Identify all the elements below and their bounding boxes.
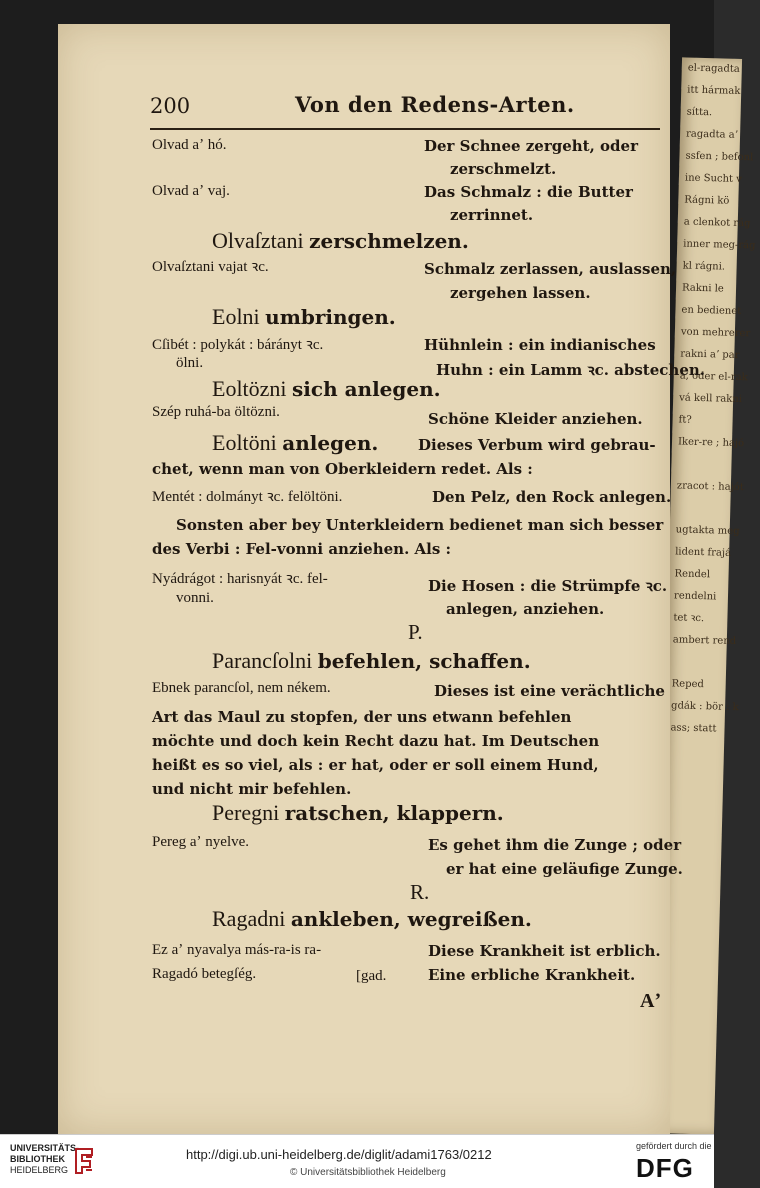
headword-hu: Ragadni <box>212 906 286 931</box>
adjacent-page-line: ass; statt <box>670 722 717 735</box>
dfg-logo: DFG <box>636 1153 694 1183</box>
headword-hu: Eoltözni <box>212 376 287 401</box>
paragraph-line: Dieses ist eine verächtliche <box>434 682 665 700</box>
adjacent-page-line: ragadta aʼ <box>685 128 739 141</box>
page-number: 200 <box>150 94 191 118</box>
headword <box>212 304 396 330</box>
permalink-url[interactable]: http://digi.ub.uni-heidelberg.de/diglit/adami1763/0212 <box>186 1147 492 1162</box>
viewer-footer <box>0 1134 714 1188</box>
running-title: Von den Redens-Arten. <box>295 92 575 117</box>
entry-de: er hat eine geläufige Zunge. <box>446 860 683 878</box>
paragraph-line: heißt es so viel, als : er hat, oder er soll einem Hund, <box>152 756 599 774</box>
library-emblem-icon <box>74 1145 94 1175</box>
headword-hu: Eolni <box>212 304 260 329</box>
entry-hu: Ragadó betegſég. <box>152 966 257 982</box>
paragraph-line: Sonsten aber bey Unterkleidern bedienet man sich besser <box>176 516 664 534</box>
adjacent-page-line: rendelni <box>673 590 717 603</box>
headword-hu: Peregni <box>212 800 280 825</box>
adjacent-page-line: itt hármak <box>687 84 741 97</box>
entry-de: Diese Krankheit ist erblich. <box>428 942 661 960</box>
adjacent-page-line: kl rágni. <box>682 260 726 273</box>
headword-hu: Olvaſztani <box>212 228 304 253</box>
adjacent-page-line: zracot : hajót <box>676 480 744 494</box>
adjacent-page-line: en bedienet <box>681 304 742 318</box>
entry-hu: ölni. <box>176 355 204 371</box>
paragraph-line: möchte und doch kein Recht dazu hat. Im Deutschen <box>152 732 600 750</box>
entry-hu: Olvaſztani vajat ꝛc. <box>152 259 269 275</box>
library-name-line: HEIDELBERG <box>10 1165 69 1175</box>
entry-de: Huhn : ein Lamm ꝛc. abstechen. <box>436 361 705 379</box>
entry-hu: Pereg aʼ nyelve. <box>152 834 250 850</box>
entry-hu: Cſibét : polykát : bárányt ꝛc. <box>152 337 324 353</box>
entry-hu: Mentét : dolmányt ꝛc. felöltöni. <box>152 489 343 505</box>
headword-de: umbringen. <box>265 305 396 329</box>
entry-hu: Szép ruhá-ba öltözni. <box>152 404 280 420</box>
adjacent-page-line: Rakni le <box>681 282 724 295</box>
headword-de: sich anlegen. <box>292 377 441 401</box>
adjacent-page-line: lident frajá <box>675 546 732 559</box>
adjacent-page-line: vá kell rakni <box>679 392 743 406</box>
adjacent-page-line: ine Sucht v <box>684 172 742 186</box>
headword-de: anlegen. <box>282 431 379 455</box>
usage-note: chet, wenn man von Oberkleidern redet. Als : <box>152 460 533 478</box>
library-name-line: UNIVERSITÄTS- <box>10 1143 80 1153</box>
entry-de: Schöne Kleider anziehen. <box>428 410 643 428</box>
entry-de: anlegen, anziehen. <box>446 600 605 618</box>
entry-de: Hühnlein : ein indianisches <box>424 336 656 354</box>
adjacent-page-line: von mehrerer <box>680 326 751 340</box>
adjacent-page-line: Rágni kö <box>684 194 730 207</box>
paragraph-line: Art das Maul zu stopfen, der uns etwann befehlen <box>152 708 572 726</box>
entry-hu: [gad. <box>356 968 387 984</box>
adjacent-page-line: gdák : bör : k <box>670 700 739 714</box>
entry-de: Den Pelz, den Rock anlegen. <box>432 488 672 506</box>
entry-de: zerschmelzt. <box>450 160 557 178</box>
adjacent-page-line: Reped <box>671 678 704 691</box>
headword <box>212 648 531 674</box>
entry-de: Der Schnee zergeht, oder <box>424 137 638 155</box>
headword <box>212 430 378 456</box>
adjacent-page-line: ugtakta meg <box>675 524 740 538</box>
adjacent-page-line: Rendel <box>674 568 711 581</box>
entry-hu: Ebnek parancſol, nem nékem. <box>152 680 331 696</box>
copyright-notice: © Universitätsbibliothek Heidelberg <box>290 1167 446 1178</box>
headword-hu: Eoltöni <box>212 430 277 455</box>
adjacent-page-line: tet ꝛc. <box>673 612 705 625</box>
adjacent-page-line <box>677 453 732 476</box>
headword-de: ankleben, wegreißen. <box>290 907 532 931</box>
entry-hu: Olvad aʼ vaj. <box>152 183 230 199</box>
entry-de: Es gehet ihm die Zunge ; oder <box>428 836 682 854</box>
running-header <box>150 92 660 130</box>
paragraph-line: und nicht mir befehlen. <box>152 780 352 798</box>
section-letter: R. <box>410 880 430 904</box>
adjacent-page-line: ft? <box>678 414 692 426</box>
entry-de: Das Schmalz : die Butter <box>424 183 633 201</box>
library-name-line: BIBLIOTHEK <box>10 1154 65 1164</box>
adjacent-page-line: ambert rend <box>672 634 737 648</box>
adjacent-page-line: a, oder el-rak <box>679 370 748 384</box>
adjacent-page-line: rakni aʼ par <box>680 348 740 361</box>
adjacent-page-line: sítta. <box>686 106 713 119</box>
usage-note: Dieses Verbum wird gebrau- <box>418 436 656 454</box>
entry-hu: Olvad aʼ hó. <box>152 137 227 153</box>
library-logo <box>10 1143 100 1183</box>
entry-de: zergehen lassen. <box>450 284 591 302</box>
entry-de: zerrinnet. <box>450 206 534 224</box>
entry-de: Eine erbliche Krankheit. <box>428 966 636 984</box>
adjacent-page-line <box>672 651 727 674</box>
entry-hu: Nyádrágot : harisnyát ꝛc. fel- <box>152 571 328 587</box>
section-letter: P. <box>408 620 423 644</box>
headword <box>212 906 532 932</box>
entry-de: Die Hosen : die Strümpfe ꝛc. <box>428 577 668 595</box>
entry-de: Schmalz zerlassen, auslassen, <box>424 260 677 278</box>
catchword: Aʼ <box>640 990 662 1012</box>
headword <box>212 376 441 402</box>
headword-de: befehlen, schaffen. <box>317 649 531 673</box>
headword-de: zerschmelzen. <box>309 229 469 253</box>
headword <box>212 800 504 826</box>
adjacent-page-line: a clenkot rág <box>683 216 751 230</box>
entry-hu: Ez aʼ nyavalya más-ra-is ra- <box>152 942 322 958</box>
adjacent-page-line <box>676 497 731 520</box>
adjacent-page-line: ssfen ; befonl <box>685 150 754 164</box>
entry-hu: vonni. <box>176 590 214 606</box>
adjacent-page-line: Iker-re ; hajó <box>677 436 745 450</box>
adjacent-page-line: inner meg-rág <box>683 238 756 252</box>
headword-de: ratschen, klappern. <box>284 801 504 825</box>
paragraph-line: des Verbi : Fel-vonni anziehen. Als : <box>152 540 452 558</box>
headword <box>212 228 469 254</box>
adjacent-page-line: el-ragadta <box>687 62 740 75</box>
headword-hu: Parancſolni <box>212 648 313 673</box>
funding-label: gefördert durch die <box>636 1141 712 1151</box>
